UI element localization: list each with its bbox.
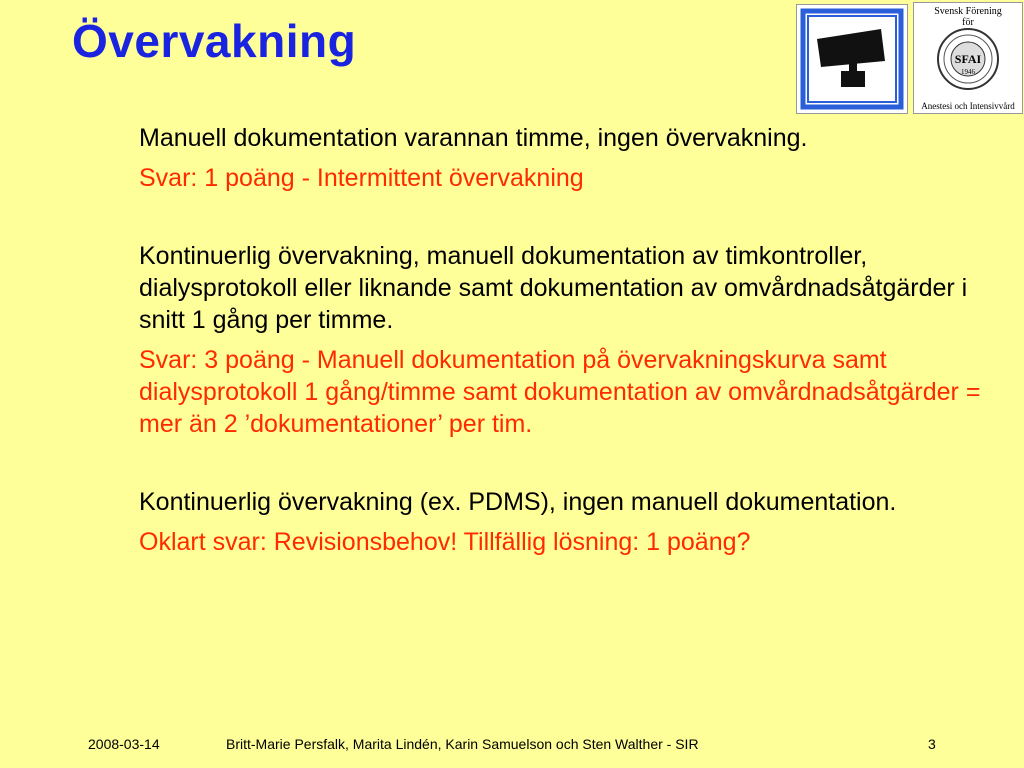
- item-2-text: Kontinuerlig övervakning, manuell dokumentation av timkontroller, dialysprotokoll eller liknande samt dokumentation av omvårdnadsåtgärder i snitt 1 gång per timme.: [139, 242, 968, 334]
- spacer: [139, 202, 1009, 240]
- seal-year: 1946: [961, 68, 975, 76]
- logo-org-line1: Svensk Förening: [934, 6, 1002, 17]
- footer-page-number: 3: [928, 736, 936, 752]
- item-3-text: Kontinuerlig övervakning (ex. PDMS), ingen manuell dokumentation.: [139, 488, 897, 516]
- logo-org-line2: för: [962, 17, 974, 28]
- camera-icon-graphic: [797, 5, 907, 113]
- slide-body: [139, 122, 1009, 566]
- seal-letters: SFAI: [954, 52, 982, 66]
- footer-authors: Britt-Marie Persfalk, Marita Lindén, Karin Samuelson och Sten Walther - SIR: [226, 736, 699, 752]
- seal-emblem-icon: [936, 27, 1000, 91]
- sfai-logo: [913, 2, 1023, 114]
- logo-org-bottom: Anestesi och Intensivvård: [921, 101, 1015, 111]
- spacer: [139, 448, 1009, 486]
- surveillance-camera-icon: [796, 4, 908, 114]
- logo-org-name: [914, 6, 1022, 28]
- footer-date: 2008-03-14: [88, 736, 160, 752]
- item-1-text: Manuell dokumentation varannan timme, ingen övervakning.: [139, 124, 808, 152]
- slide-title: Övervakning: [72, 15, 357, 67]
- item-1-answer: Svar: 1 poäng - Intermittent övervakning: [139, 164, 584, 192]
- item-2-answer: Svar: 3 poäng - Manuell dokumentation på övervakningskurva samt dialysprotokoll 1 gång/timme samt dokumentation av omvårdnadsåtgärder = mer än 2 ’dokumentationer’ per tim.: [139, 346, 981, 438]
- item-3-answer: Oklart svar: Revisionsbehov! Tillfällig lösning: 1 poäng?: [139, 528, 751, 556]
